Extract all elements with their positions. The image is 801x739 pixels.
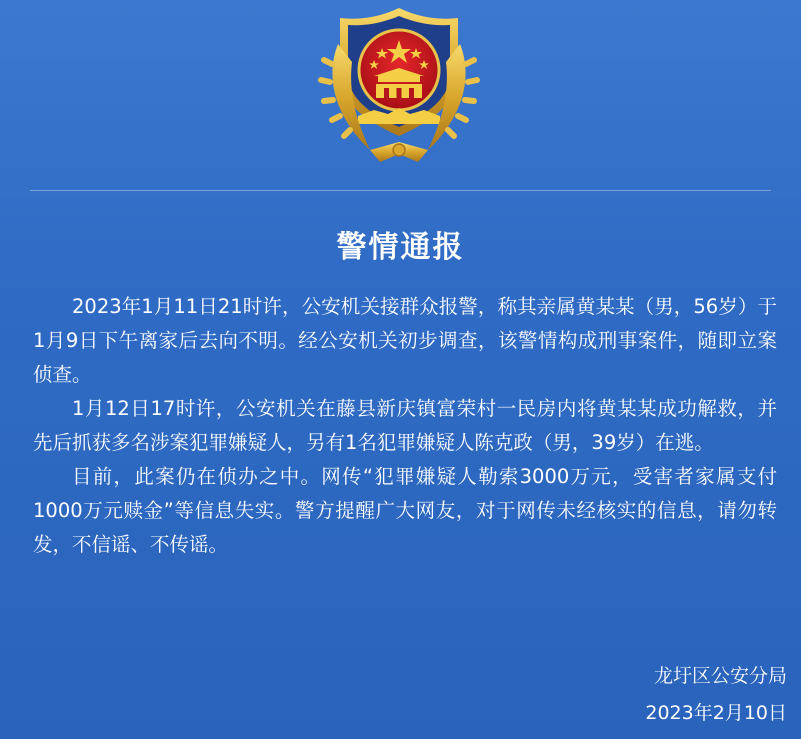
signature-block (645, 658, 787, 732)
paragraph-2: 1月12日17时许，公安机关在藤县新庆镇富荣村一民房内将黄某某成功解救，并先后抓获多名涉案犯罪嫌疑人，另有1名犯罪嫌疑人陈克政（男，39岁）在逃。 (33, 397, 777, 454)
police-emblem-icon (318, 4, 480, 170)
paragraph-3: 目前，此案仍在侦办之中。网传“犯罪嫌疑人勒索3000万元，受害者家属支付1000万元赎金”等信息失实。警方提醒广大网友，对于网传未经核实的信息，请勿转发，不信谣、不传谣。 (33, 465, 777, 556)
notice-body (33, 290, 777, 562)
header-divider (30, 190, 771, 191)
issue-date: 2023年2月10日 (645, 702, 787, 724)
paragraph-1: 2023年1月11日21时许，公安机关接群众报警，称其亲属黄某某（男，56岁）于1月9日下午离家后去向不明。经公安机关初步调查，该警情构成刑事案件，随即立案侦查。 (33, 295, 777, 386)
issuer-name: 龙圩区公安分局 (653, 665, 787, 687)
notice-title: 警情通报 (336, 230, 465, 265)
